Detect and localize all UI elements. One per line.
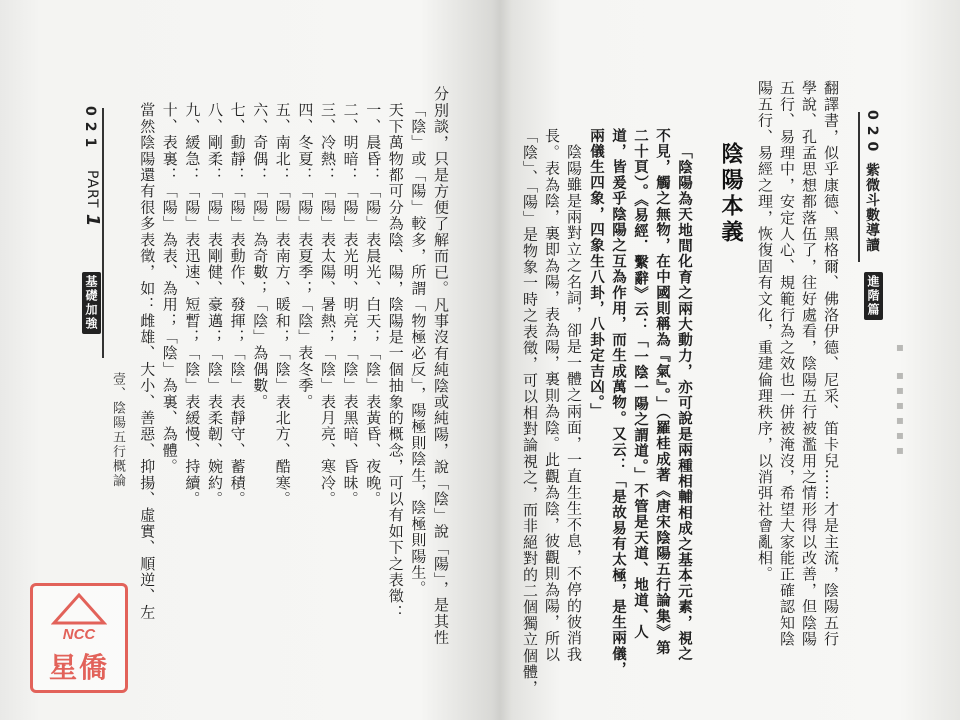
left-section-tag: 基礎加強 (82, 272, 101, 334)
left-chapter-title: 壹、陰陽五行概論 (110, 372, 125, 488)
right-text-column: 二十頁）。《易經．繫辭》云：「一陰一陽之謂道。」不管是天道、地道、人 (632, 128, 649, 641)
left-text-column: 「陰」或「陽」較多，所謂「物極必反」，陽極則陰生，陰極則陽生。 (409, 102, 428, 597)
book-title: 紫微斗數導讀 (864, 162, 880, 253)
right-text-column: 學說、孔孟思想都落伍了，往好處看，陰陽五行被濫用之情形得以改善，但陰陽 (800, 80, 818, 647)
left-page-number: 021 (82, 106, 98, 154)
right-text-column: 道，皆爰乎陰陽之互為作用，而生成萬物。又云：「是故易有太極，是生兩儀， (610, 128, 627, 678)
right-text-column: 五行、易理中，安定人心、規範行為之效也一併被淹沒，希望大家能正確認知陰 (778, 80, 796, 647)
bleed-through-text: ▪ ▪▪▪▪▪▪ (893, 340, 907, 458)
ncc-watermark-stamp (30, 583, 128, 693)
left-text-column: 當然陰陽還有很多表徵，如：雌雄、大小、善惡、抑揚、虛實、順逆、左 (138, 102, 157, 621)
right-running-header (862, 110, 882, 253)
left-text-column: 四、冬夏：「陽」表夏季；「陰」表冬季。 (296, 102, 315, 410)
left-text-column: 八、剛柔：「陽」表剛健、豪邁；「陰」表柔韌、婉約。 (206, 102, 224, 507)
left-text-column: 一、晨昏：「陽」表晨光、白天；「陰」表黃昏、夜晚。 (364, 102, 383, 507)
left-text-column: 五、南北：「陽」表南方、暖和；「陰」表北方、酷寒。 (273, 102, 292, 507)
left-text-column: 九、緩急：「陽」表迅速、短暫；「陰」表緩慢、持續。 (183, 102, 202, 507)
right-text-column: 不見，觸之無物，在中國則稱為『氣』。」（羅桂成著《唐宋陰陽五行論集》第 (654, 128, 671, 656)
left-text-column: 二、明暗：「陽」表光明、明亮；「陰」表黑暗、昏昧。 (341, 102, 360, 507)
left-part-label: PART 1 (82, 170, 103, 228)
right-page-number: 020 (864, 110, 880, 158)
left-text-column: 十、表裏：「陽」為表、為用；「陰」為裏、為體。 (160, 102, 179, 475)
watermark-logo-text: NCC (62, 626, 96, 643)
right-text-column: 陽五行、易經之理，恢復固有文化，重建倫理秩序，以消弭社會亂相。 (756, 80, 774, 583)
left-text-column: 三、冷熱：「陽」表太陽、暑熱；「陰」表月亮、寒冷。 (319, 102, 337, 507)
right-text-column: 陰陽雖是兩對立之名詞，卻是一體之兩面，一直生生不息，不停的彼消我 (565, 144, 583, 663)
left-part-number: 1 (82, 213, 103, 228)
left-text-column: 六、奇偶：「陽」為奇數；「陰」為偶數。 (251, 102, 270, 410)
right-text-column: 「陰陽為天地間化育之兩大動力，亦可說是兩種相輔相成之基本元素，視之 (676, 144, 693, 663)
left-running-header (82, 106, 98, 153)
right-text-column: 「陰」、「陽」是物象一時之表徵，可以相對論視之，而非絕對的二個獨立個體， (521, 128, 539, 697)
left-text-column: 七、動靜：「陽」表動作、發揮；「陰」表靜守、蓄積。 (228, 102, 247, 507)
right-text-column: 兩儀生四象，四象生八卦，八卦定吉凶。」 (588, 128, 605, 420)
right-section-tag: 進階篇 (864, 272, 883, 320)
watermark-brand-text: 星僑 (48, 651, 109, 684)
right-header-rule (858, 112, 860, 262)
section-heading: 陰陽本義 (718, 142, 743, 246)
left-text-column: 天下萬物都可分為陰、陽，陰陽是一個抽象的概念，可以有如下之表徵： (386, 102, 405, 621)
triangle-logo-icon (51, 592, 107, 626)
right-text-column: 翻譯書，似乎康德、黑格爾、佛洛伊德、尼采、笛卡兒……才是主流，陰陽五行 (822, 80, 840, 647)
left-text-column: 分別談，只是方便了解而已。凡事沒有純陰或純陽，說「陰」說「陽」，是其性 (432, 86, 450, 646)
right-page (500, 0, 960, 720)
right-text-column: 長。表為陰，裏即為陽，表為陽，裏則為陰。此觀為陰，彼觀則為陽，所以 (543, 128, 561, 663)
left-header-rule (102, 108, 104, 358)
